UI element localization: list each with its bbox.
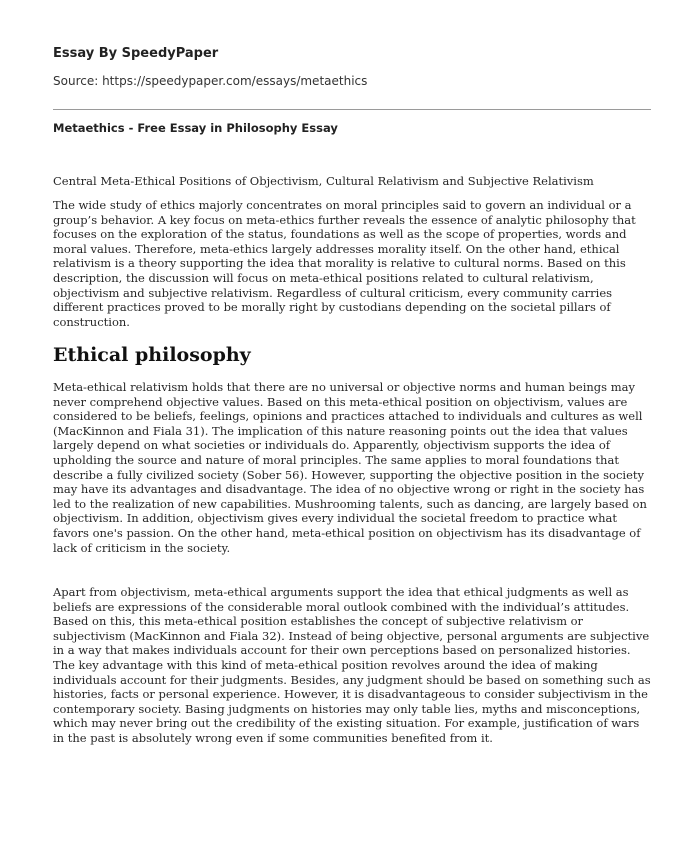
section-heading: Ethical philosophy (53, 344, 251, 366)
essay-subtitle (53, 174, 653, 189)
body-paragraph (53, 585, 653, 746)
paragraph-text: Meta-ethical relativism holds that there are no universal or objective norms and human beings may never comprehend objective values. Based on this meta-ethical position on objectivism, values are considered to be beliefs, feelings, opinions and practices attached to individuals and cultures as well (MacKinnon and Fiala 31). The implication of this nature reasoning points out the idea that values largely depend on what societies or individuals do. Apparently, objectivism supports the idea of upholding the source and nature of moral principles. The same applies to moral foundations that describe a fully civilized society (Sober 56). However, supporting the objective position in the society may have its advantages and disadvantage. The idea of no objective wrong or right in the society has led to the realization of new capabilities. Mushrooming talents, such as dancing, are largely based on objectivism. In addition, objectivism gives every individual the societal freedom to practice what favors one's passion. On the other hand, meta-ethical position on objectivism has its disadvantage of lack of criticism in the society. (53, 380, 647, 555)
paragraph-text: Apart from objectivism, meta-ethical arguments support the idea that ethical judgments as well as beliefs are expressions of the considerable moral outlook combined with the individual’s attitudes. Based on this, this meta-ethical position establishes the concept of subjective relativism or subjectivism (MacKinnon and Fiala 32). Instead of being objective, personal arguments are subjective in a way that makes individuals account for their own perceptions based on personalized histories. The key advantage with this kind of meta-ethical position revolves around the idea of making individuals account for their judgments. Besides, any judgment should be based on something such as histories, facts or personal experience. However, it is disadvantageous to consider subjectivism in the contemporary society. Basing judgments on histories may only table lies, myths and misconceptions, which may never bring out the credibility of the existing situation. For example, justification of wars in the past is absolutely wrong even if some communities benefited from it. (53, 585, 651, 745)
intro-paragraph (53, 198, 653, 329)
brand-title: Essay By SpeedyPaper (53, 46, 219, 61)
essay-title: Metaethics - Free Essay in Philosophy Essay (53, 121, 338, 135)
subtitle-text: Central Meta-Ethical Positions of Objectivism, Cultural Relativism and Subjective Relativism (53, 174, 594, 188)
header-divider (53, 109, 651, 110)
paragraph-text: The wide study of ethics majorly concentrates on moral principles said to govern an individual or a group’s behavior. A key focus on meta-ethics further reveals the essence of analytic philosophy that focuses on the exploration of the status, foundations as well as the scope of properties, words and moral values. Therefore, meta-ethics largely addresses morality itself. On the other hand, ethical relativism is a theory supporting the idea that morality is relative to cultural norms. Based on this description, the discussion will focus on meta-ethical positions related to cultural relativism, objectivism and subjective relativism. Regardless of cultural criticism, every community carries different practices proved to be morally right by custodians depending on the societal pillars of construction. (53, 198, 636, 329)
body-paragraph (53, 380, 653, 555)
source-line: Source: https://speedypaper.com/essays/metaethics (53, 74, 368, 88)
